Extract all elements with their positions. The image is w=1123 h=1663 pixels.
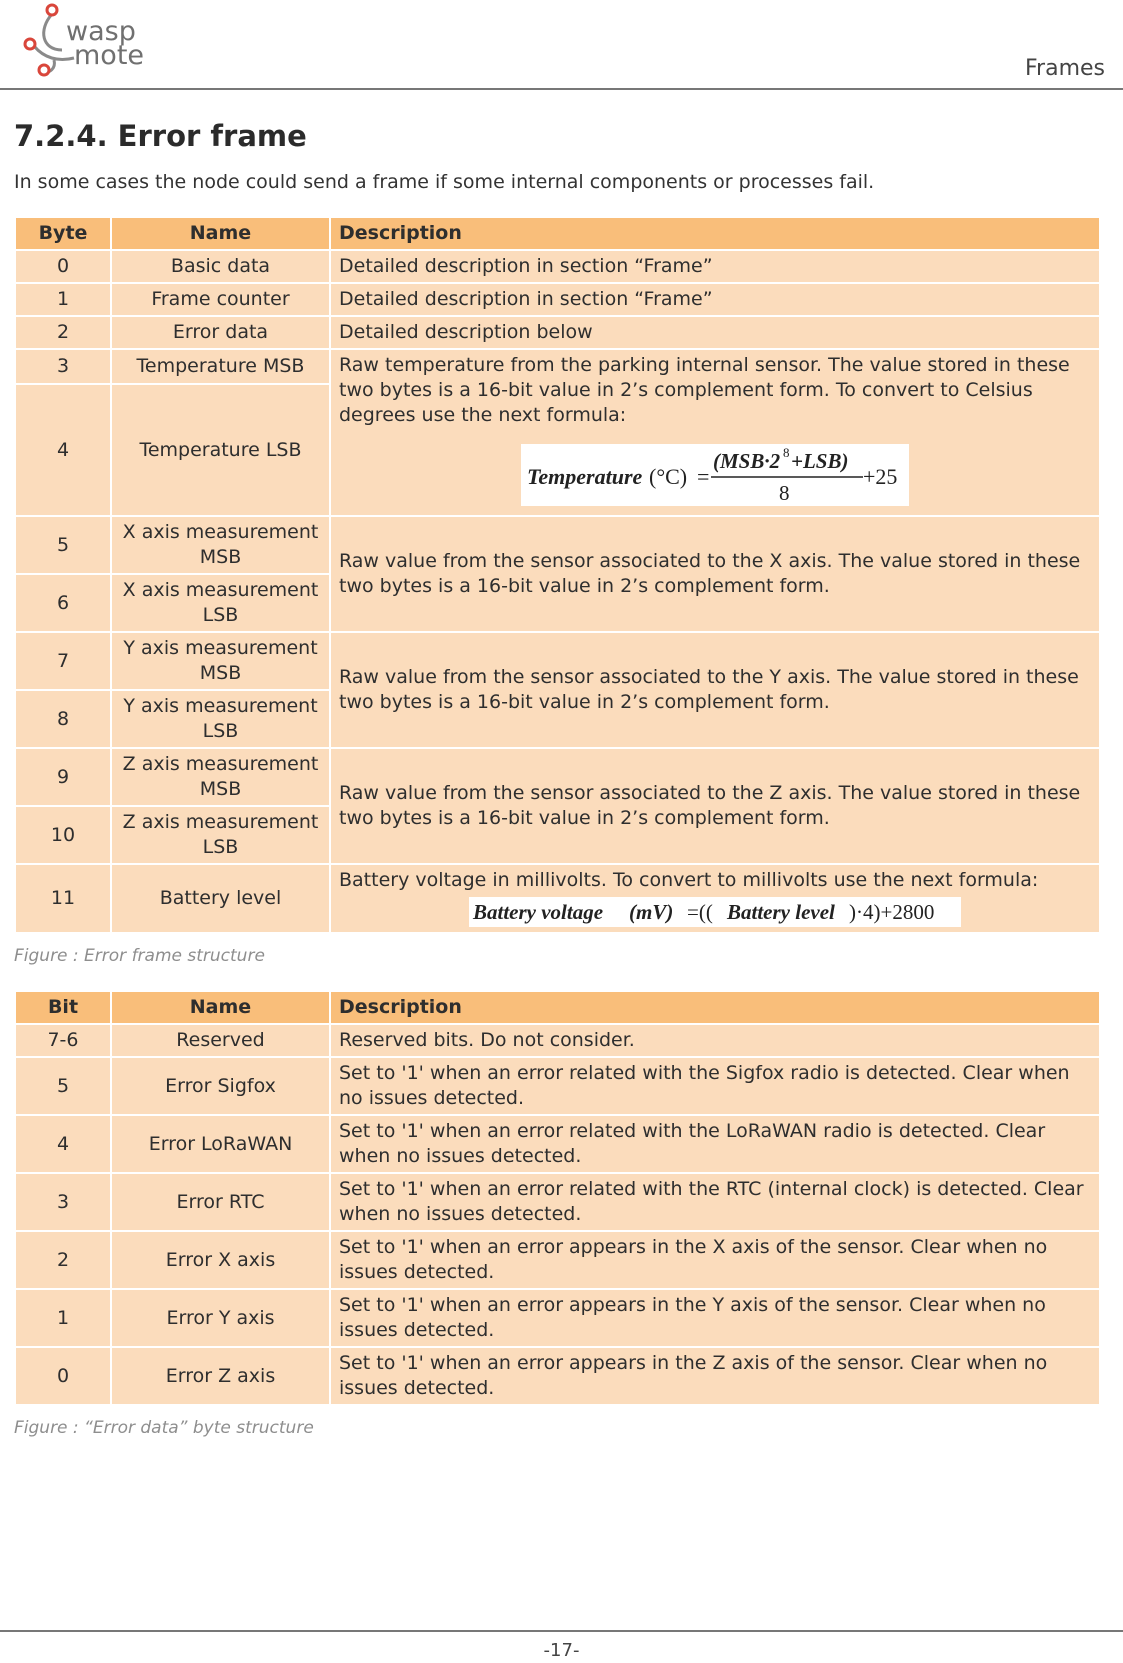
byte-cell: 6 [15, 574, 111, 632]
svg-text:mote: mote [74, 40, 145, 71]
table-header-row [15, 991, 1100, 1024]
byte-cell: 10 [15, 806, 111, 864]
svg-text:=: = [697, 464, 710, 489]
description-cell: Reserved bits. Do not consider. [330, 1024, 1100, 1057]
svg-text:8: 8 [779, 481, 790, 505]
byte-cell: 0 [15, 250, 111, 283]
svg-text:=((: =(( [687, 900, 713, 924]
name-cell: Error Z axis [111, 1347, 330, 1405]
svg-text:+LSB): +LSB) [791, 449, 849, 473]
name-cell: Y axis measurement MSB [111, 632, 330, 690]
battery-formula [469, 897, 961, 927]
table-row [15, 632, 1100, 690]
table-row [15, 1231, 1100, 1289]
name-cell: Error Sigfox [111, 1057, 330, 1115]
temperature-description-cell [330, 349, 1100, 516]
name-cell: Error RTC [111, 1173, 330, 1231]
description-cell: Detailed description in section “Frame” [330, 250, 1100, 283]
byte-cell: 8 [15, 690, 111, 748]
header-description: Description [330, 991, 1100, 1024]
header-byte: Byte [15, 217, 111, 250]
temperature-description-text: Raw temperature from the parking internal sensor. The value stored in these two bytes is a 16-bit value in 2’s complement form. To convert to Celsius degrees use the next formula: [339, 354, 1070, 426]
byte-cell: 5 [15, 516, 111, 574]
table-row [15, 1173, 1100, 1231]
name-cell: Error X axis [111, 1231, 330, 1289]
header-bit: Bit [15, 991, 111, 1024]
table-row [15, 1024, 1100, 1057]
svg-text:(mV): (mV) [629, 900, 674, 924]
page-header [0, 0, 1123, 90]
table-row [15, 864, 1100, 933]
description-cell: Set to '1' when an error appears in the Y axis of the sensor. Clear when no issues detected. [330, 1289, 1100, 1347]
footer-divider [0, 1630, 1123, 1632]
description-cell: Raw value from the sensor associated to the Y axis. The value stored in these two bytes is a 16-bit value in 2’s complement form. [330, 632, 1100, 748]
section-title: 7.2.4. Error frame [14, 119, 307, 153]
table-row [15, 1347, 1100, 1405]
frame-table-caption: Figure : Error frame structure [14, 946, 265, 966]
description-cell: Set to '1' when an error related with the Sigfox radio is detected. Clear when no issues detected. [330, 1057, 1100, 1115]
name-cell: Battery level [111, 864, 330, 933]
table-row [15, 1057, 1100, 1115]
description-cell: Set to '1' when an error appears in the X axis of the sensor. Clear when no issues detected. [330, 1231, 1100, 1289]
error-data-bit-table [14, 990, 1101, 1406]
bit-cell: 4 [15, 1115, 111, 1173]
description-cell: Detailed description below [330, 316, 1100, 349]
table-row [15, 1289, 1100, 1347]
name-cell: Frame counter [111, 283, 330, 316]
name-cell: Error Y axis [111, 1289, 330, 1347]
table-row [15, 316, 1100, 349]
svg-text:8: 8 [783, 445, 790, 460]
svg-text:+25: +25 [863, 464, 898, 489]
name-cell: Z axis measurement MSB [111, 748, 330, 806]
byte-cell: 1 [15, 283, 111, 316]
svg-text:Battery voltage: Battery voltage [473, 900, 604, 924]
table-row [15, 283, 1100, 316]
byte-cell: 11 [15, 864, 111, 933]
bit-cell: 0 [15, 1347, 111, 1405]
description-cell: Set to '1' when an error appears in the Z axis of the sensor. Clear when no issues detected. [330, 1347, 1100, 1405]
name-cell: Z axis measurement LSB [111, 806, 330, 864]
table-row [15, 516, 1100, 574]
name-cell: Temperature LSB [111, 384, 330, 516]
byte-cell: 4 [15, 384, 111, 516]
name-cell: Y axis measurement LSB [111, 690, 330, 748]
intro-paragraph: In some cases the node could send a frame if some internal components or processes fail. [14, 171, 875, 193]
byte-cell: 2 [15, 316, 111, 349]
battery-description-cell [330, 864, 1100, 933]
bit-cell: 3 [15, 1173, 111, 1231]
name-cell: Temperature MSB [111, 349, 330, 384]
table-header-row [15, 217, 1100, 250]
byte-cell: 9 [15, 748, 111, 806]
svg-text:wasp: wasp [66, 16, 136, 47]
header-description: Description [330, 217, 1100, 250]
svg-text:Temperature: Temperature [527, 464, 643, 489]
battery-description-text: Battery voltage in millivolts. To convert to millivolts use the next formula: [339, 869, 1039, 891]
bit-cell: 7-6 [15, 1024, 111, 1057]
name-cell: X axis measurement MSB [111, 516, 330, 574]
name-cell: Error LoRaWAN [111, 1115, 330, 1173]
description-cell: Raw value from the sensor associated to the X axis. The value stored in these two bytes is a 16-bit value in 2’s complement form. [330, 516, 1100, 632]
header-section-label: Frames [1024, 56, 1105, 81]
table-row [15, 1115, 1100, 1173]
bit-cell: 1 [15, 1289, 111, 1347]
description-cell: Set to '1' when an error related with the LoRaWAN radio is detected. Clear when no issues detected. [330, 1115, 1100, 1173]
name-cell: Error data [111, 316, 330, 349]
table-row [15, 349, 1100, 384]
svg-text:(MSB·2: (MSB·2 [713, 449, 781, 473]
page-content [14, 100, 1101, 1438]
name-cell: X axis measurement LSB [111, 574, 330, 632]
header-name: Name [111, 991, 330, 1024]
svg-text:(°C): (°C) [649, 464, 688, 489]
table-row [15, 748, 1100, 806]
bit-table-caption: Figure : “Error data” byte structure [14, 1418, 314, 1438]
bit-cell: 2 [15, 1231, 111, 1289]
table-row [15, 250, 1100, 283]
description-cell: Detailed description in section “Frame” [330, 283, 1100, 316]
temperature-formula [521, 444, 909, 506]
page-number: -17- [543, 1640, 580, 1661]
error-frame-table [14, 216, 1101, 934]
name-cell: Basic data [111, 250, 330, 283]
byte-cell: 7 [15, 632, 111, 690]
byte-cell: 3 [15, 349, 111, 384]
waspmote-logo [14, 0, 184, 80]
svg-text:Battery level: Battery level [727, 900, 835, 924]
svg-text:)·4)+2800: )·4)+2800 [849, 900, 935, 924]
description-cell: Set to '1' when an error related with the RTC (internal clock) is detected. Clear when no issues detected. [330, 1173, 1100, 1231]
bit-cell: 5 [15, 1057, 111, 1115]
header-divider [0, 88, 1123, 90]
description-cell: Raw value from the sensor associated to the Z axis. The value stored in these two bytes is a 16-bit value in 2’s complement form. [330, 748, 1100, 864]
header-name: Name [111, 217, 330, 250]
name-cell: Reserved [111, 1024, 330, 1057]
